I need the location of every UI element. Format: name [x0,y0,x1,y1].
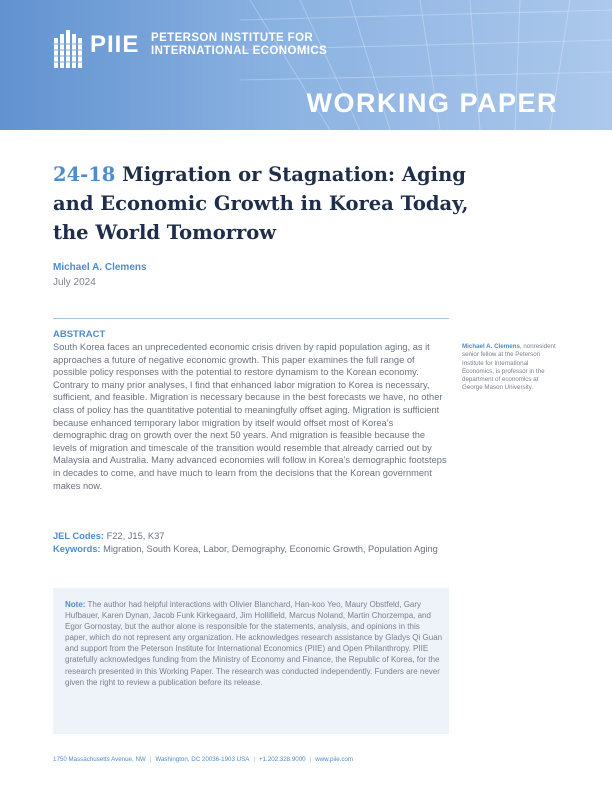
series-label: WORKING PAPER [306,88,558,118]
footer-address: 1750 Massachusetts Avenue, NW [53,756,146,763]
footer-city: Washington, DC 20036-1903 USA [155,756,250,763]
piie-logo-mark: PIIE [90,31,140,58]
keywords [53,543,443,556]
paper-number: 24-18 [53,163,116,186]
jel-label: JEL Codes: [53,531,104,541]
institute-name [151,32,327,58]
author-bio-name: Michael A. Clemens [462,343,520,350]
note-body: The author had helpful interactions with Olivier Blanchard, Han-koo Yeo, Maury Obstfeld, Gary Hufbauer, Karen Dynan, Jacob Funk Kirkegaard, Jim Hollifield, Marcus Noland, Martin Chorzempa, and Egor Gornostay, but the author alone is responsible for the statements, analysis, and opinions in this paper, which do not represent any organization. He acknowledges research assistance by Gladys Qi Guan and support from the Peterson Institute for International Economics (PIIE) and Open Philanthropy. PIIE gratefully acknowledges funding from the Ministry of Economy and Finance, the Republic of Korea, for the research presented in this Working Paper. The research was conducted independently. Funders are never given the right to review a publication before its release. [65,600,443,687]
acknowledgement-text [65,599,443,688]
paper-title-text: Migration or Stagnation: Aging and Economic Growth in Korea Today, the World Tomorrow [53,163,469,244]
institute-name-line2: INTERNATIONAL ECONOMICS [151,45,328,57]
piie-building-icon [52,28,84,70]
author-bio-text: , nonresident senior fellow at the Peterson Institute for International Economics, is professor in the department of economics at George Mason University. [462,343,556,392]
jel-values: F22, J15, K37 [106,531,165,541]
author-bio [462,343,557,393]
jel-codes [53,530,453,543]
note-label: Note: [65,600,86,609]
section-divider [53,318,449,319]
institute-name-line1: PETERSON INSTITUTE FOR [151,32,314,44]
paper-title [53,160,473,247]
author-name: Michael A. Clemens [53,262,147,273]
footer-website-link[interactable]: www.piie.com [315,756,354,763]
keywords-values: Migration, South Korea, Labor, Demography, Economic Growth, Population Aging [103,544,438,554]
abstract-heading: ABSTRACT [53,329,106,340]
keywords-label: Keywords: [53,544,101,554]
footer-phone: +1.202.328.9000 [258,756,306,763]
publication-date: July 2024 [53,277,96,288]
abstract-body: South Korea faces an unprecedented economic crisis driven by rapid population aging, as it approaches a future of negative economic growth. This paper examines the full range of possible policy responses with the potential to restore dynamism to the Korean economy. Contrary to many prior analyses, I find that enhanced labor migration to Korea is necessary, sufficient, and feasible. Migration is necessary because in the best forecasts we have, no other class of policy has the quantitative potential to meaningfully offset aging. Migration is sufficient because enhanced temporary labor migration by itself would offset most of Korea’s demographic drag on growth over the next 50 years. And migration is feasible because the levels of migration and timescale of the transition would resemble that already carried out by Malaysia and Australia. Many advanced economies will follow in Korea’s demographic footsteps in decades to come, and have much to learn from the decisions that the Korean government makes now. [53,342,447,491]
acknowledgement-box [53,588,449,734]
footer-contact: 1750 Massachusetts Avenue, NW | Washington, DC 20036-1903 USA | +1.202.328.9000 | www.piie.com [53,756,354,763]
header-banner [0,0,612,130]
